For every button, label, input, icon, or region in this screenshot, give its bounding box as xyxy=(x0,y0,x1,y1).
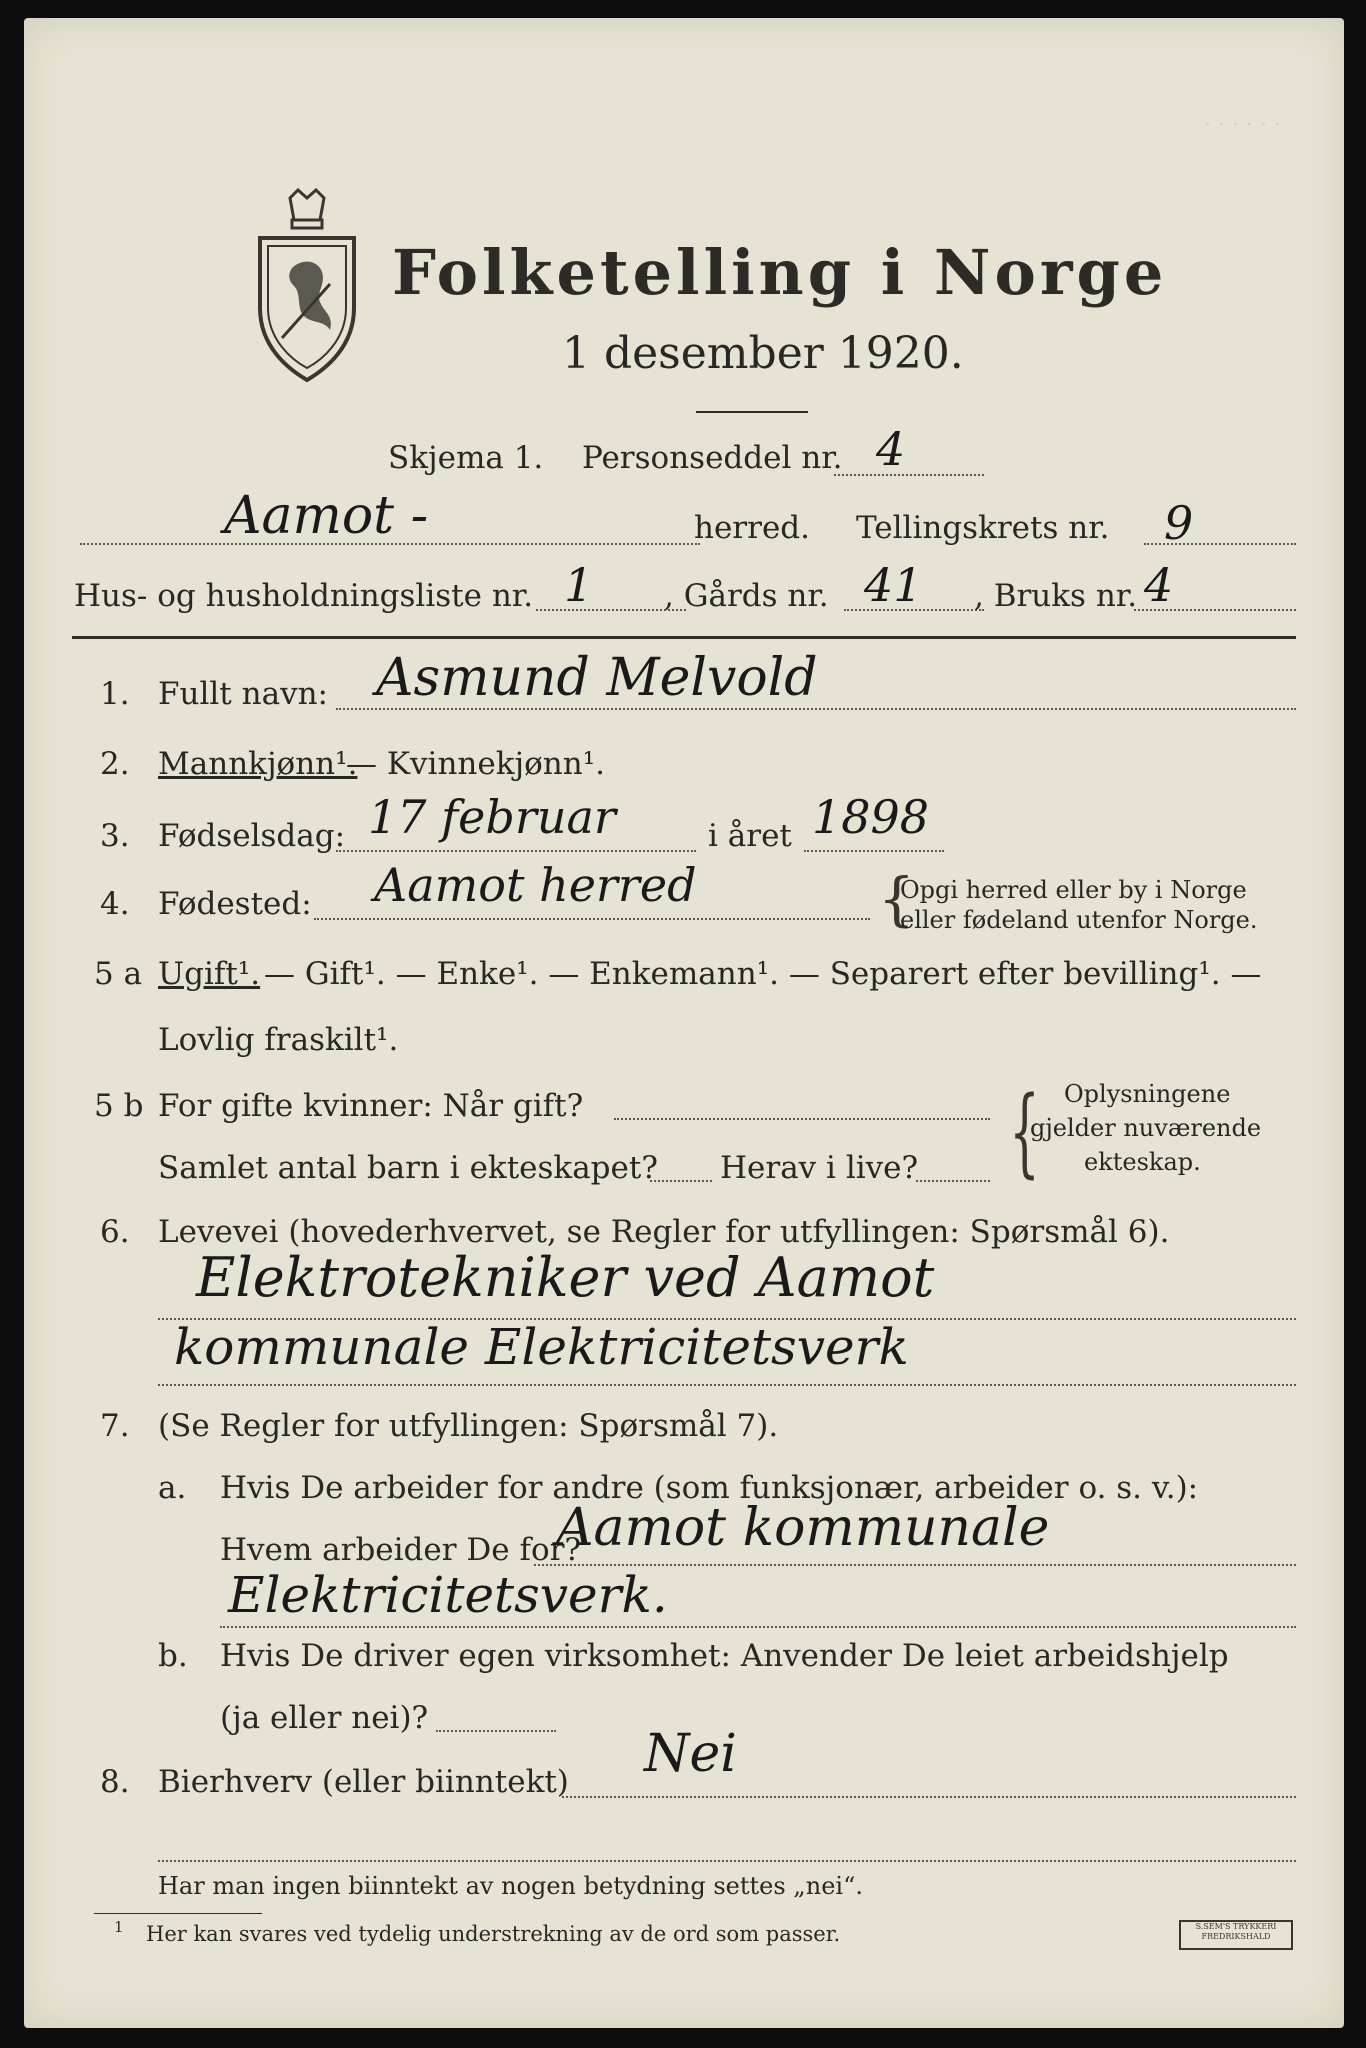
personseddel-line xyxy=(834,474,984,476)
q5b-children-line xyxy=(650,1180,712,1182)
q1-line xyxy=(336,708,1296,710)
form-title: Folketelling i Norge xyxy=(392,236,1168,309)
q5a-unmarried-underlined: Ugift¹. xyxy=(158,956,261,992)
q5a-number: 5 a xyxy=(94,956,143,992)
footnote-rule xyxy=(94,1913,262,1914)
q5a-options-line2: Lovlig fraskilt¹. xyxy=(158,1022,399,1058)
q7-number: 7. xyxy=(100,1408,130,1444)
q7b-letter: b. xyxy=(158,1638,188,1674)
q7a-employer-line2: Elektricitetsverk. xyxy=(228,1566,668,1624)
q6-line2 xyxy=(158,1384,1296,1386)
q4-label: Fødested: xyxy=(158,886,312,922)
q2-options: — Kvinnekjønn¹. xyxy=(346,746,605,782)
q3-number: 3. xyxy=(100,818,130,854)
q4-note-line1: Opgi herred eller by i Norge xyxy=(900,876,1247,904)
q3-label: Fødselsdag: xyxy=(158,818,346,854)
q7a-label: Hvis De arbeider for andre (som funksjonær, arbeider o. s. v.): xyxy=(220,1470,1199,1506)
hus-value: 1 xyxy=(564,558,594,612)
printer-stamp-line1: S.SEM'S TRYKKERI xyxy=(1195,1922,1277,1931)
q8-label: Bierhverv (eller biinntekt) xyxy=(158,1764,569,1800)
q6-label: Levevei (hovederhvervet, se Regler for utfyllingen: Spørsmål 6). xyxy=(158,1214,1170,1250)
personseddel-label: Personseddel nr. xyxy=(582,440,843,476)
q5b-note-line3: ekteskap. xyxy=(1084,1148,1201,1176)
tellingskrets-label: Tellingskrets nr. xyxy=(856,510,1110,546)
q5b-alive-label: Herav i live? xyxy=(720,1150,919,1186)
gards-value: 41 xyxy=(864,558,923,612)
q6-occupation-line2: kommunale Elektricitetsverk xyxy=(174,1318,909,1376)
footer-note: Har man ingen biinntekt av nogen betydning settes „nei“. xyxy=(158,1872,863,1900)
q7a-line2 xyxy=(220,1626,1296,1628)
q5b-number: 5 b xyxy=(94,1088,144,1124)
census-form-sheet xyxy=(24,18,1344,2028)
q7a-letter: a. xyxy=(158,1470,187,1506)
census-date: 1 desember 1920. xyxy=(562,328,964,379)
q3-birth-year: 1898 xyxy=(812,790,930,844)
q3-day-line xyxy=(336,850,696,852)
q5b-married-label: For gifte kvinner: Når gift? xyxy=(158,1088,584,1124)
footnote-mark: 1 xyxy=(114,1918,124,1936)
q7-label: (Se Regler for utfyllingen: Spørsmål 7). xyxy=(158,1408,779,1444)
q5b-note-line2: gjelder nuværende xyxy=(1030,1114,1262,1142)
q1-number: 1. xyxy=(100,676,130,712)
q4-birthplace: Aamot herred xyxy=(374,858,697,912)
q8-number: 8. xyxy=(100,1764,130,1800)
bleed-through-text: · · · · · · xyxy=(1204,113,1281,138)
title-divider xyxy=(696,411,808,413)
q6-number: 6. xyxy=(100,1214,130,1250)
herred-label: herred. xyxy=(694,510,810,546)
printer-stamp-line2: FREDRIKSHALD xyxy=(1201,1932,1271,1941)
blank-line xyxy=(158,1860,1296,1862)
q5a-options: — Gift¹. — Enke¹. — Enkemann¹. — Separert efter bevilling¹. — xyxy=(264,956,1262,992)
personseddel-value: 4 xyxy=(876,422,906,476)
q6-occupation-line1: Elektrotekniker ved Aamot xyxy=(196,1246,935,1309)
q3-year-line xyxy=(804,850,944,852)
q5b-note-line1: Oplysningene xyxy=(1064,1080,1231,1108)
schema-label: Skjema 1. xyxy=(388,440,544,476)
q7b-label: Hvis De driver egen virksomhet: Anvender De leiet arbeidshjelp xyxy=(220,1638,1229,1674)
q7b-label2: (ja eller nei)? xyxy=(220,1700,429,1736)
q1-label: Fullt navn: xyxy=(158,676,328,712)
bruks-value: 4 xyxy=(1144,558,1174,612)
q4-brace: { xyxy=(878,865,915,933)
bruks-label: , Bruks nr. xyxy=(974,578,1138,614)
q2-number: 2. xyxy=(100,746,130,782)
hus-label: Hus- og husholdningsliste nr. xyxy=(74,578,534,614)
tellingskrets-value: 9 xyxy=(1164,496,1194,550)
q5b-alive-line xyxy=(916,1180,990,1182)
gards-label: , Gårds nr. xyxy=(664,578,829,614)
q4-line xyxy=(314,918,870,920)
coat-of-arms-icon xyxy=(252,188,362,388)
herred-value: Aamot - xyxy=(224,486,429,546)
q3-year-label: i året xyxy=(708,818,792,854)
q7a-employer-line1: Aamot kommunale xyxy=(556,1498,1050,1558)
q8-line xyxy=(562,1796,1296,1798)
footnote-text: Her kan svares ved tydelig understrekning av de ord som passer. xyxy=(146,1922,841,1946)
q5b-married-line xyxy=(614,1118,990,1120)
q4-note-line2: eller fødeland utenfor Norge. xyxy=(900,906,1258,934)
header-rule xyxy=(72,636,1296,639)
q8-side-income: Nei xyxy=(644,1724,737,1784)
q3-birthday: 17 februar xyxy=(368,790,616,844)
q2-male-underlined: Mannkjønn¹. xyxy=(158,746,358,782)
printer-stamp xyxy=(1179,1920,1293,1950)
q5b-children-label: Samlet antal barn i ekteskapet? xyxy=(158,1150,658,1186)
q7b-line xyxy=(436,1730,556,1732)
q1-full-name: Asmund Melvold xyxy=(376,648,818,708)
q7a-employer-label: Hvem arbeider De for? xyxy=(220,1532,582,1568)
q4-number: 4. xyxy=(100,886,130,922)
q5b-brace: { xyxy=(1009,1076,1040,1188)
